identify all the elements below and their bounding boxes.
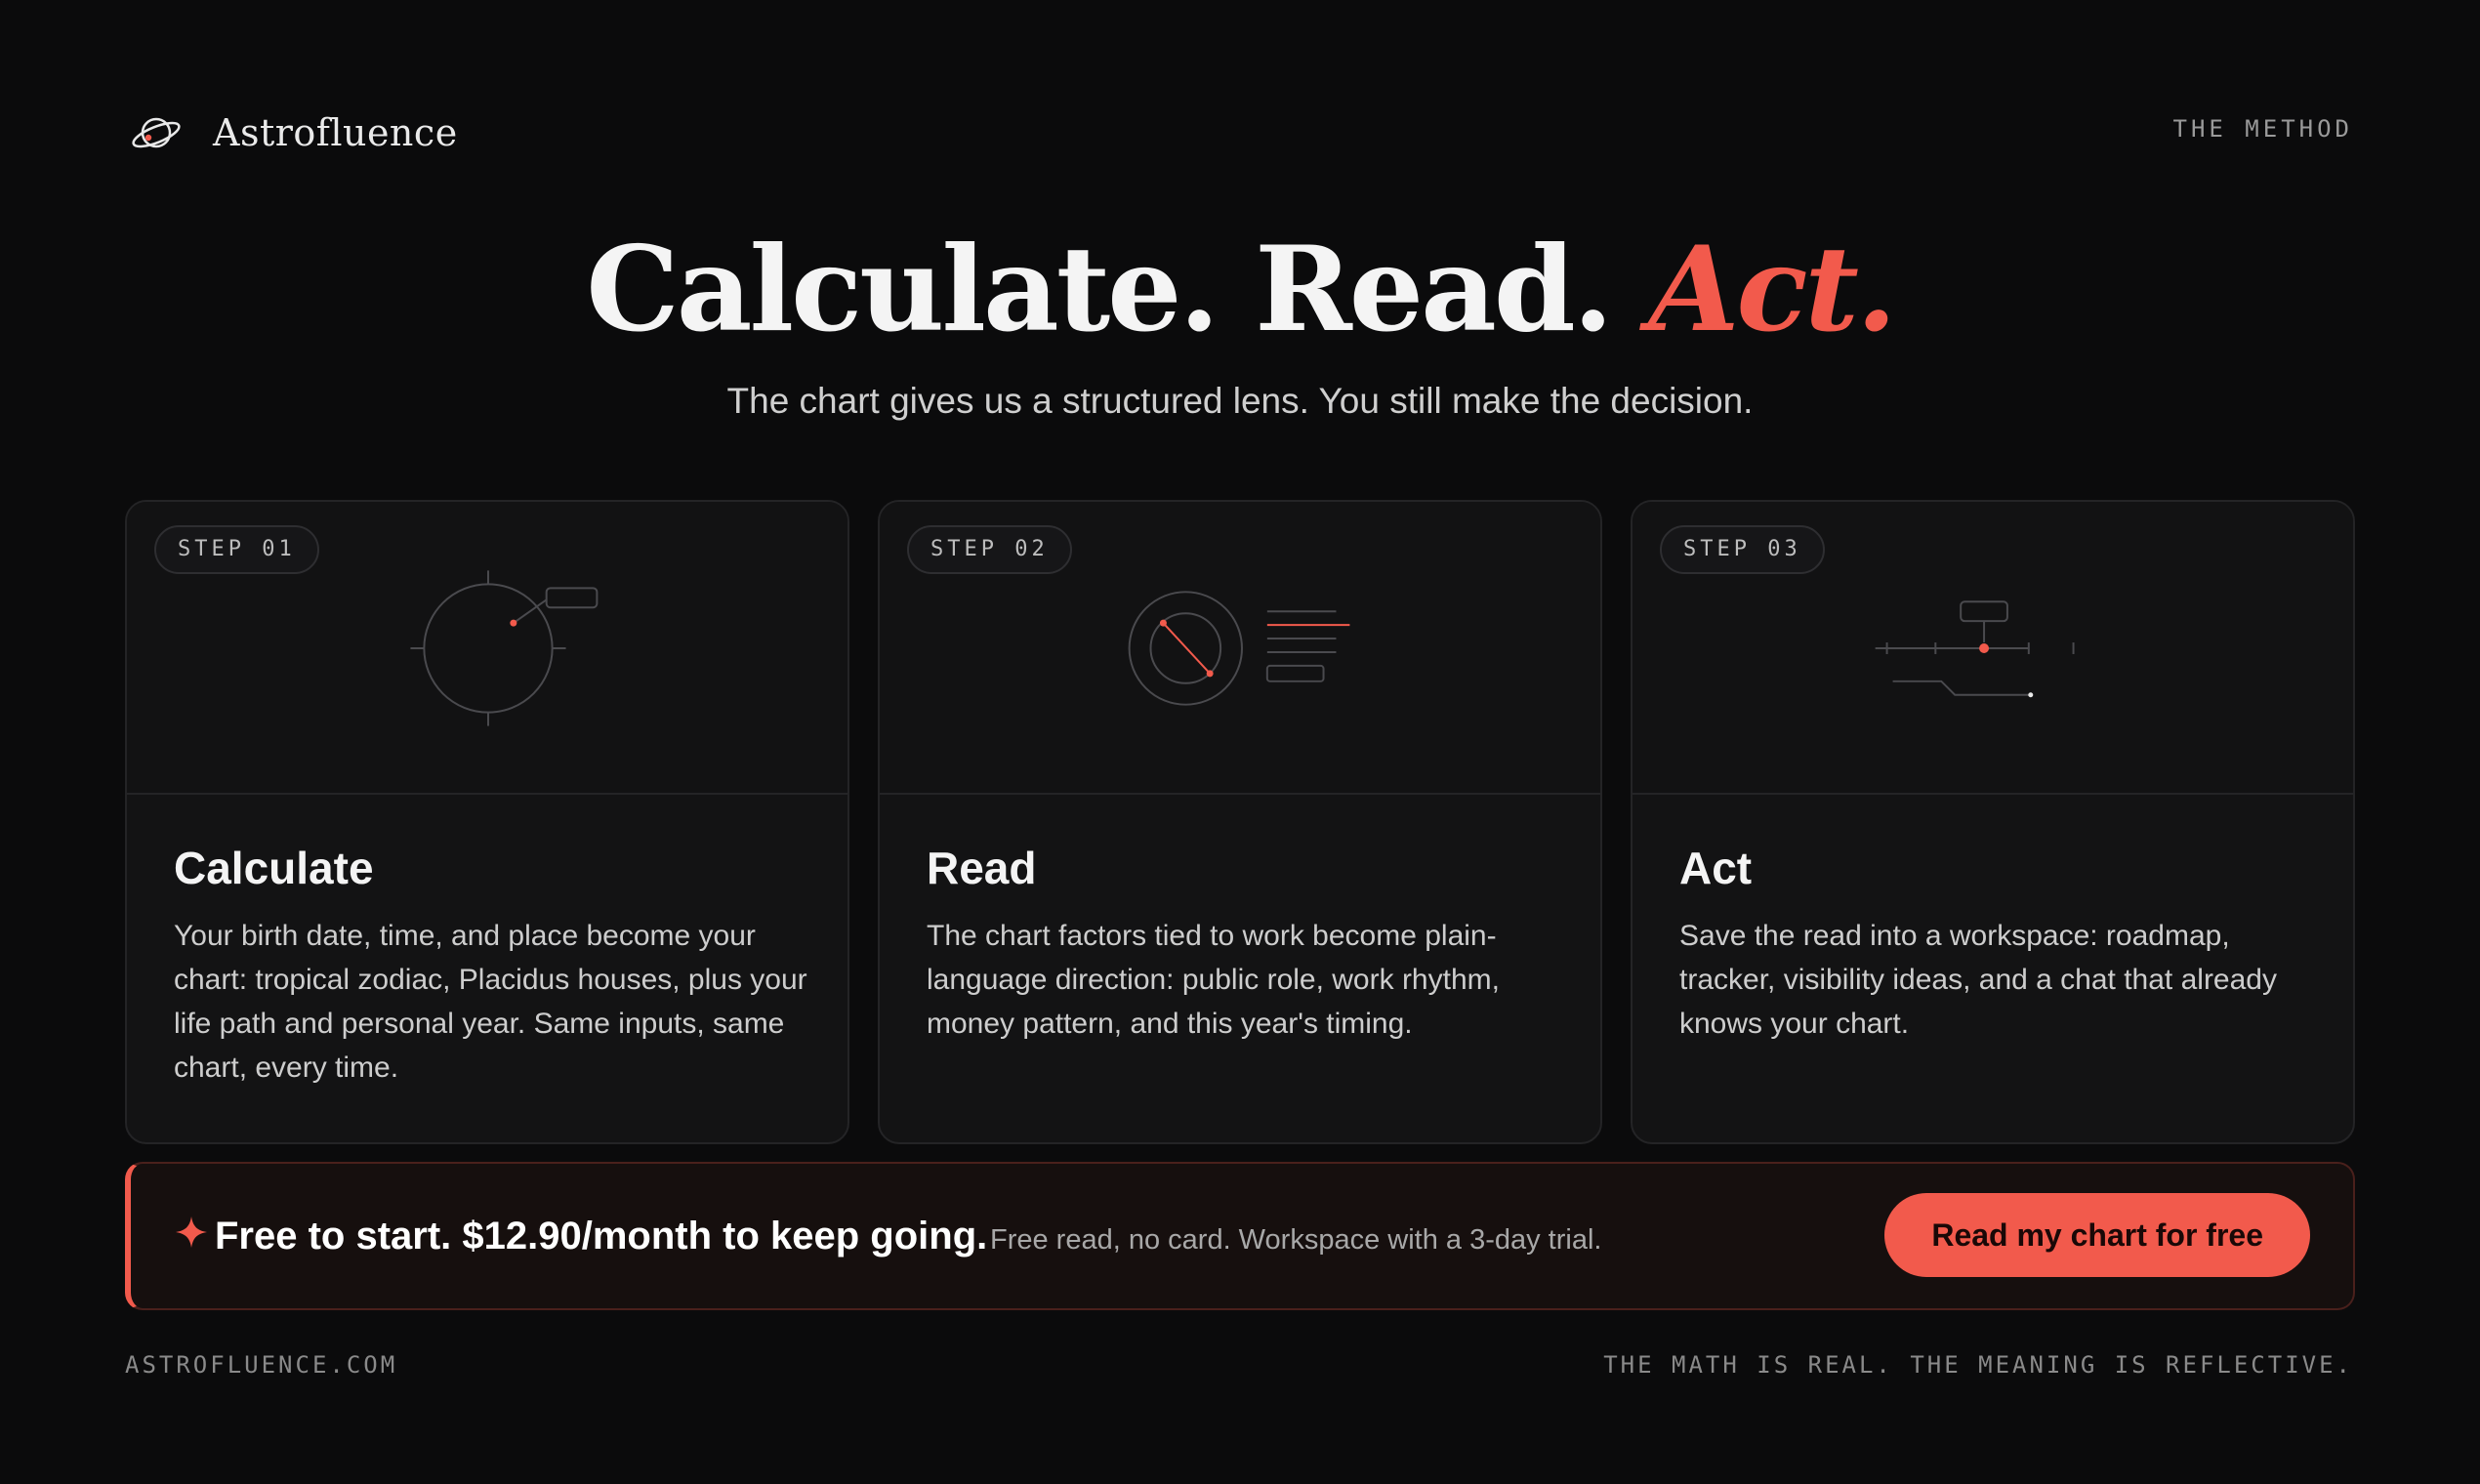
step-card-visual <box>880 502 1600 795</box>
step-description: Your birth date, time, and place become your chart: tropical zodiac, Placidus houses, plus your life path and personal year. Same inputs, same chart, every time. <box>174 920 807 1084</box>
step-description: The chart factors tied to work become plain-language direction: public role, work rhythm, money pattern, and this year's timing. <box>927 920 1500 1040</box>
nav-the-method[interactable]: THE METHOD <box>2172 115 2353 143</box>
pricing-headline: Free to start. $12.90/month to keep going. <box>215 1215 988 1257</box>
read-chart-button[interactable]: Read my chart for free <box>1884 1193 2310 1277</box>
step-card-act <box>1631 500 2355 1144</box>
step-card-read <box>878 500 1602 1144</box>
step-description: Save the read into a workspace: roadmap, tracker, visibility ideas, and a chat that already knows your chart. <box>1679 920 2277 1040</box>
step-title: Calculate <box>174 843 374 893</box>
hero-subtitle: The chart gives us a structured lens. You still make the decision. <box>726 381 1754 421</box>
hero-title-accent: Act. <box>1648 221 1894 358</box>
step-badge: STEP 03 <box>1660 525 1825 574</box>
step-card-calculate <box>125 500 849 1144</box>
step-title: Act <box>1679 843 1753 893</box>
step-card-visual <box>1633 502 2353 795</box>
footer-tagline: THE MATH IS REAL. THE MEANING IS REFLECTIVE. <box>1603 1351 2353 1379</box>
step-card-visual <box>127 502 847 795</box>
pricing-note: Free read, no card. Workspace with a 3-day trial. <box>990 1224 1602 1256</box>
page <box>125 0 2355 1484</box>
brand-name: Astrofluence <box>213 111 458 154</box>
sparkle-icon <box>174 1215 209 1250</box>
hero-title <box>125 217 2355 363</box>
footer-domain: ASTROFLUENCE.COM <box>125 1351 398 1379</box>
hero-title-main: Calculate. Read. <box>586 221 1611 358</box>
pricing-banner <box>125 1162 2355 1310</box>
header <box>125 105 2355 160</box>
brand-logo[interactable] <box>129 105 458 160</box>
planet-ring-icon <box>129 105 184 160</box>
step-badge: STEP 02 <box>907 525 1072 574</box>
steps-grid <box>125 500 2355 1144</box>
step-badge: STEP 01 <box>154 525 319 574</box>
step-title: Read <box>927 843 1037 893</box>
